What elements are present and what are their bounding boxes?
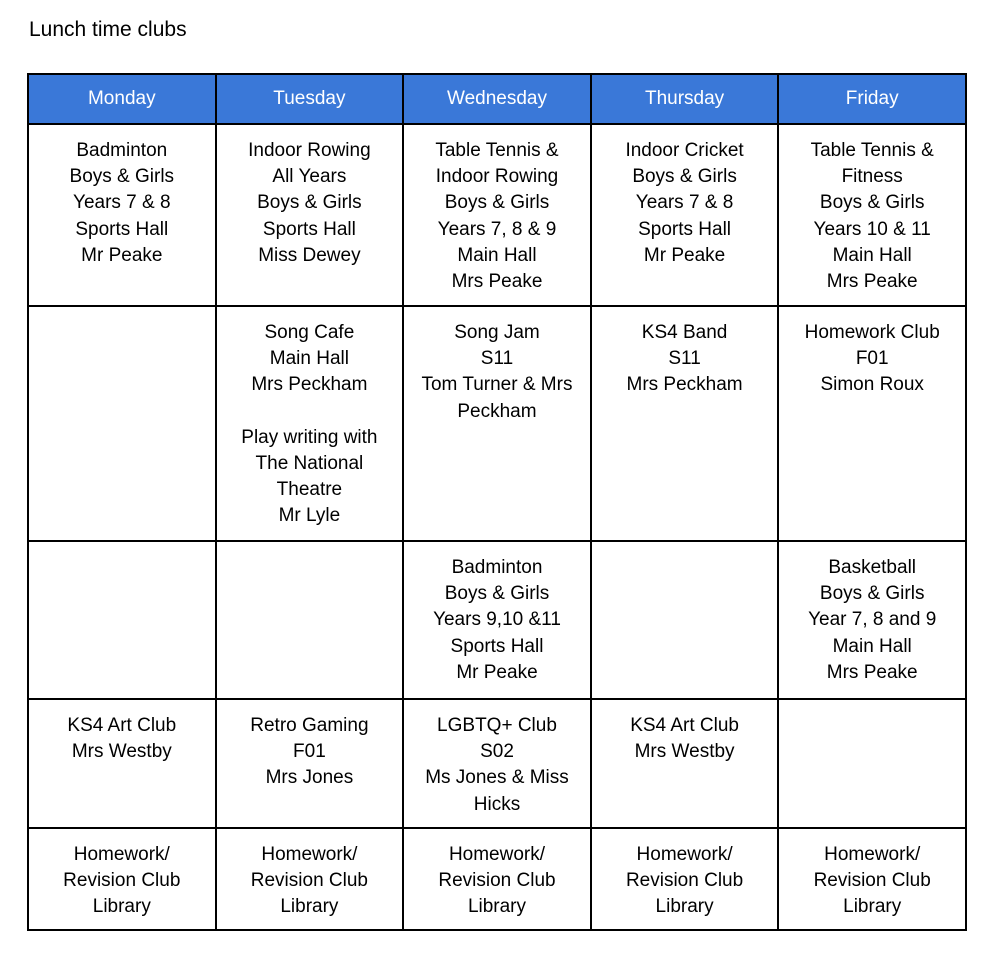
club-cell-wednesday [403, 306, 591, 541]
club-text-line: Revision Club [813, 870, 931, 892]
club-text-line: Revision Club [250, 870, 368, 892]
line-gap [219, 399, 401, 425]
club-text-line: Main Hall [269, 348, 349, 370]
club-cell-thursday [591, 541, 779, 699]
club-text-line: Basketball [828, 557, 917, 578]
club-text-line: Library [92, 896, 151, 918]
club-cell-friday [778, 541, 966, 699]
club-cell-tuesday [216, 828, 404, 930]
club-text-line: Boys & Girls [819, 192, 925, 214]
club-text-line: Homework/ [824, 844, 921, 865]
club-text-line: Year 7, 8 and 9 [808, 609, 937, 631]
club-cell-friday [778, 699, 966, 828]
club-text-line: Homework/ [73, 844, 170, 865]
club-text-line: Simon Roux [820, 374, 924, 396]
club-text-line: LGBTQ+ Club [437, 715, 557, 736]
club-cell-monday [28, 699, 216, 828]
club-text-line: Peckham [457, 400, 537, 422]
club-cell-friday [778, 828, 966, 930]
club-text-line: Homework Club [804, 322, 940, 343]
club-text-line: Badminton [76, 140, 168, 161]
club-cell-wednesday [403, 699, 591, 828]
club-text-line: Miss Dewey [258, 244, 361, 266]
club-text-line: Indoor Rowing [248, 140, 371, 161]
club-text-line: Song Jam [454, 322, 540, 343]
club-text-line: Years 7 & 8 [73, 192, 171, 214]
table-row [28, 699, 966, 828]
club-text-line: Mrs Peake [826, 661, 918, 683]
club-text-line: Library [843, 896, 902, 918]
club-text-line: S11 [668, 348, 701, 370]
club-cell-friday [778, 306, 966, 541]
club-text-line: Boys & Girls [444, 192, 550, 214]
club-text-line: F01 [293, 741, 326, 763]
club-text-line: Main Hall [832, 635, 912, 657]
club-text-line: Mrs Peake [826, 271, 918, 293]
club-text-line: Library [467, 896, 527, 918]
club-text-line: Boys & Girls [444, 583, 550, 605]
club-cell-monday [28, 124, 216, 306]
club-text-line: Boys & Girls [257, 192, 362, 214]
club-text-line: Theatre [276, 479, 343, 501]
page-title: Lunch time clubs [29, 18, 187, 41]
club-text-line: Revision Club [625, 870, 744, 892]
club-text-line: KS4 Band [641, 322, 728, 343]
club-text-line: The National [255, 452, 364, 474]
club-cell-thursday [591, 306, 779, 541]
club-text-line: Table Tennis & [435, 140, 559, 161]
club-text-line: Mrs Westby [71, 741, 172, 763]
club-text-line: Years 10 & 11 [813, 218, 931, 240]
club-cell-friday [778, 124, 966, 306]
club-text-line: Years 7 & 8 [635, 192, 734, 214]
club-text-line: Homework/ [448, 844, 546, 865]
club-text-line: Mrs Jones [265, 767, 354, 789]
club-text-line: Revision Club [438, 870, 556, 892]
header-row [28, 74, 966, 124]
table-row [28, 124, 966, 306]
club-text-line: Library [655, 896, 714, 918]
club-cell-wednesday [403, 541, 591, 699]
club-cell-tuesday [216, 306, 404, 541]
day-header-monday: Monday [28, 74, 216, 124]
club-text-line: Mrs Peckham [251, 374, 368, 396]
club-cell-tuesday [216, 699, 404, 828]
club-text-line: Sports Hall [262, 218, 356, 240]
club-text-line: Main Hall [457, 244, 537, 266]
day-header-thursday: Thursday [591, 74, 779, 124]
club-cell-monday [28, 541, 216, 699]
club-text-line: Revision Club [63, 870, 181, 892]
club-text-line: S11 [480, 348, 514, 370]
table-row [28, 541, 966, 699]
club-text-line: Sports Hall [638, 218, 732, 240]
club-cell-thursday [591, 699, 779, 828]
club-text-line: KS4 Art Club [630, 715, 739, 736]
club-text-line: Hicks [473, 793, 521, 815]
club-text-line: Indoor Rowing [435, 166, 559, 188]
club-text-line: Mrs Peake [451, 271, 543, 293]
table-row [28, 306, 966, 541]
day-header-tuesday: Tuesday [216, 74, 404, 124]
club-text-line: Years 9,10 &11 [433, 609, 561, 631]
club-cell-monday [28, 828, 216, 930]
day-header-wednesday: Wednesday [403, 74, 591, 124]
club-text-line: Indoor Cricket [625, 140, 744, 161]
club-text-line: Tom Turner & Mrs [421, 374, 573, 396]
club-text-line: Sports Hall [75, 218, 169, 240]
club-text-line: Mr Lyle [278, 505, 341, 527]
club-text-line: Homework/ [636, 844, 733, 865]
club-text-line: Play writing with [241, 426, 378, 448]
club-text-line: All Years [272, 166, 347, 188]
table-row [28, 828, 966, 930]
club-text-line: Table Tennis & [810, 140, 934, 161]
club-text-line: Fitness [841, 166, 903, 188]
club-text-line: Mr Peake [81, 244, 163, 266]
club-cell-wednesday [403, 828, 591, 930]
club-text-line: Mr Peake [456, 661, 538, 683]
club-text-line: Mrs Westby [634, 741, 735, 763]
club-text-line: Mr Peake [643, 244, 726, 266]
club-text-line: Ms Jones & Miss [425, 767, 569, 789]
club-text-line: Boys & Girls [632, 166, 737, 188]
club-text-line: KS4 Art Club [67, 715, 177, 736]
club-text-line: F01 [855, 348, 889, 370]
club-cell-wednesday [403, 124, 591, 306]
club-cell-thursday [591, 124, 779, 306]
club-text-line: S02 [480, 741, 514, 763]
day-header-friday: Friday [778, 74, 966, 124]
club-text-line: Boys & Girls [819, 583, 925, 605]
club-text-line: Library [280, 896, 339, 918]
club-text-line: Badminton [451, 557, 543, 578]
club-text-line: Sports Hall [450, 635, 544, 657]
club-cell-thursday [591, 828, 779, 930]
club-text-line: Mrs Peckham [626, 374, 743, 396]
club-text-line: Years 7, 8 & 9 [437, 218, 557, 240]
clubs-timetable [27, 73, 967, 931]
club-cell-tuesday [216, 541, 404, 699]
club-cell-monday [28, 306, 216, 541]
club-text-line: Song Cafe [264, 322, 355, 343]
club-text-line: Retro Gaming [250, 715, 369, 736]
club-text-line: Boys & Girls [69, 166, 175, 188]
club-text-line: Homework/ [261, 844, 358, 865]
club-text-line: Main Hall [832, 244, 912, 266]
club-cell-tuesday [216, 124, 404, 306]
